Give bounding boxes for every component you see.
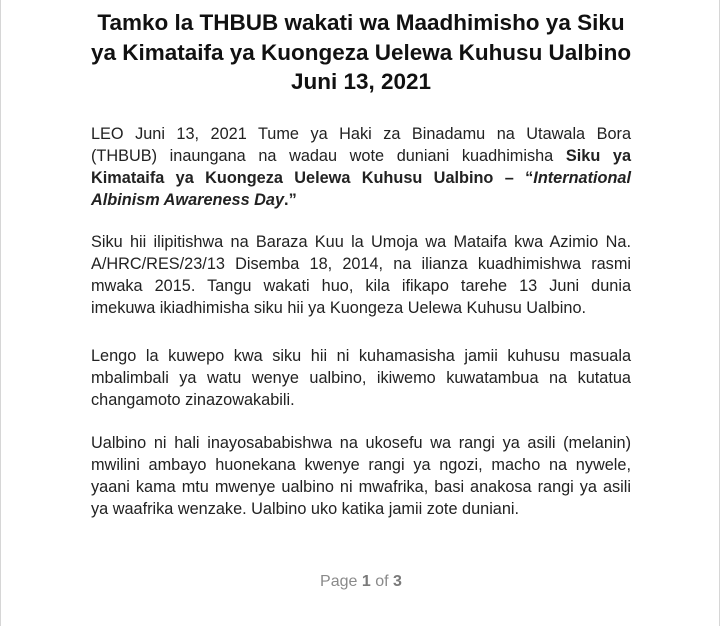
paragraph-intro bbox=[91, 123, 631, 211]
italic-text: International bbox=[533, 169, 631, 187]
bold-text: .” bbox=[284, 191, 297, 209]
paragraph-line bbox=[91, 167, 631, 189]
paragraph-line bbox=[91, 189, 631, 211]
title-date: Juni 13, 2021 bbox=[290, 69, 432, 94]
paragraph-line: Siku hii ilipitishwa na Baraza Kuu la Umoja wa Mataifa kwa Azimio Na. bbox=[91, 233, 631, 251]
paragraph-definition bbox=[91, 432, 631, 520]
current-page: 1 bbox=[361, 573, 371, 590]
page-number bbox=[1, 573, 720, 591]
italic-text: Albinism Awareness Day bbox=[91, 191, 285, 209]
paragraph-history bbox=[91, 231, 631, 319]
total-pages: 3 bbox=[393, 573, 402, 590]
text-run: (THBUB) inaungana na wadau wote duniani kuadhimisha bbox=[91, 147, 566, 165]
title-line: Tamko la THBUB wakati wa Maadhimisho ya Siku bbox=[97, 10, 625, 35]
title-line: ya Kimataifa ya Kuongeza Uelewa Kuhusu Ualbino bbox=[90, 39, 632, 65]
paragraph-line: mbalimbali ya watu wenye ualbino, ikiwemo kuwatambua na kutatua bbox=[91, 369, 631, 387]
paragraph-line: Lengo la kuwepo kwa siku hii ni kuhamasisha jamii kuhusu masuala bbox=[91, 347, 631, 365]
paragraph-purpose bbox=[91, 345, 631, 411]
document-title bbox=[61, 8, 661, 97]
bold-text: Kimataifa ya Kuongeza Uelewa Kuhusu Ualbino – “ bbox=[91, 169, 534, 187]
paragraph-line: LEO Juni 13, 2021 Tume ya Haki za Binadamu na Utawala Bora bbox=[91, 125, 631, 143]
paragraph-line: mwaka 2015. Tangu wakati huo, kila ifikapo tarehe 13 Juni dunia bbox=[91, 277, 631, 295]
paragraph-line: yaani kama mtu mwenye ualbino ni mwafrika, basi anakosa rangi ya asili bbox=[91, 478, 631, 496]
paragraph-line: Ualbino ni hali inayosababishwa na ukosefu wa rangi ya asili (melanin) bbox=[91, 434, 631, 452]
paragraph-line: imekuwa ikiadhimisha siku hii ya Kuongeza Uelewa Kuhusu Ualbino. bbox=[91, 299, 587, 317]
paragraph-line: A/HRC/RES/23/13 Disemba 18, 2014, na ilianza kuadhimishwa rasmi bbox=[91, 255, 631, 273]
paragraph-line: mwilini ambayo huonekana kwenye rangi ya ngozi, macho na nywele, bbox=[91, 456, 631, 474]
of-label: of bbox=[375, 573, 389, 590]
paragraph-line: ya waafrika wenzake. Ualbino uko katika jamii zote duniani. bbox=[91, 500, 520, 518]
page-label: Page bbox=[320, 573, 358, 590]
bold-text: Siku ya bbox=[565, 147, 631, 165]
paragraph-line bbox=[91, 145, 631, 167]
paragraph-line: changamoto zinazowakabili. bbox=[91, 391, 295, 409]
